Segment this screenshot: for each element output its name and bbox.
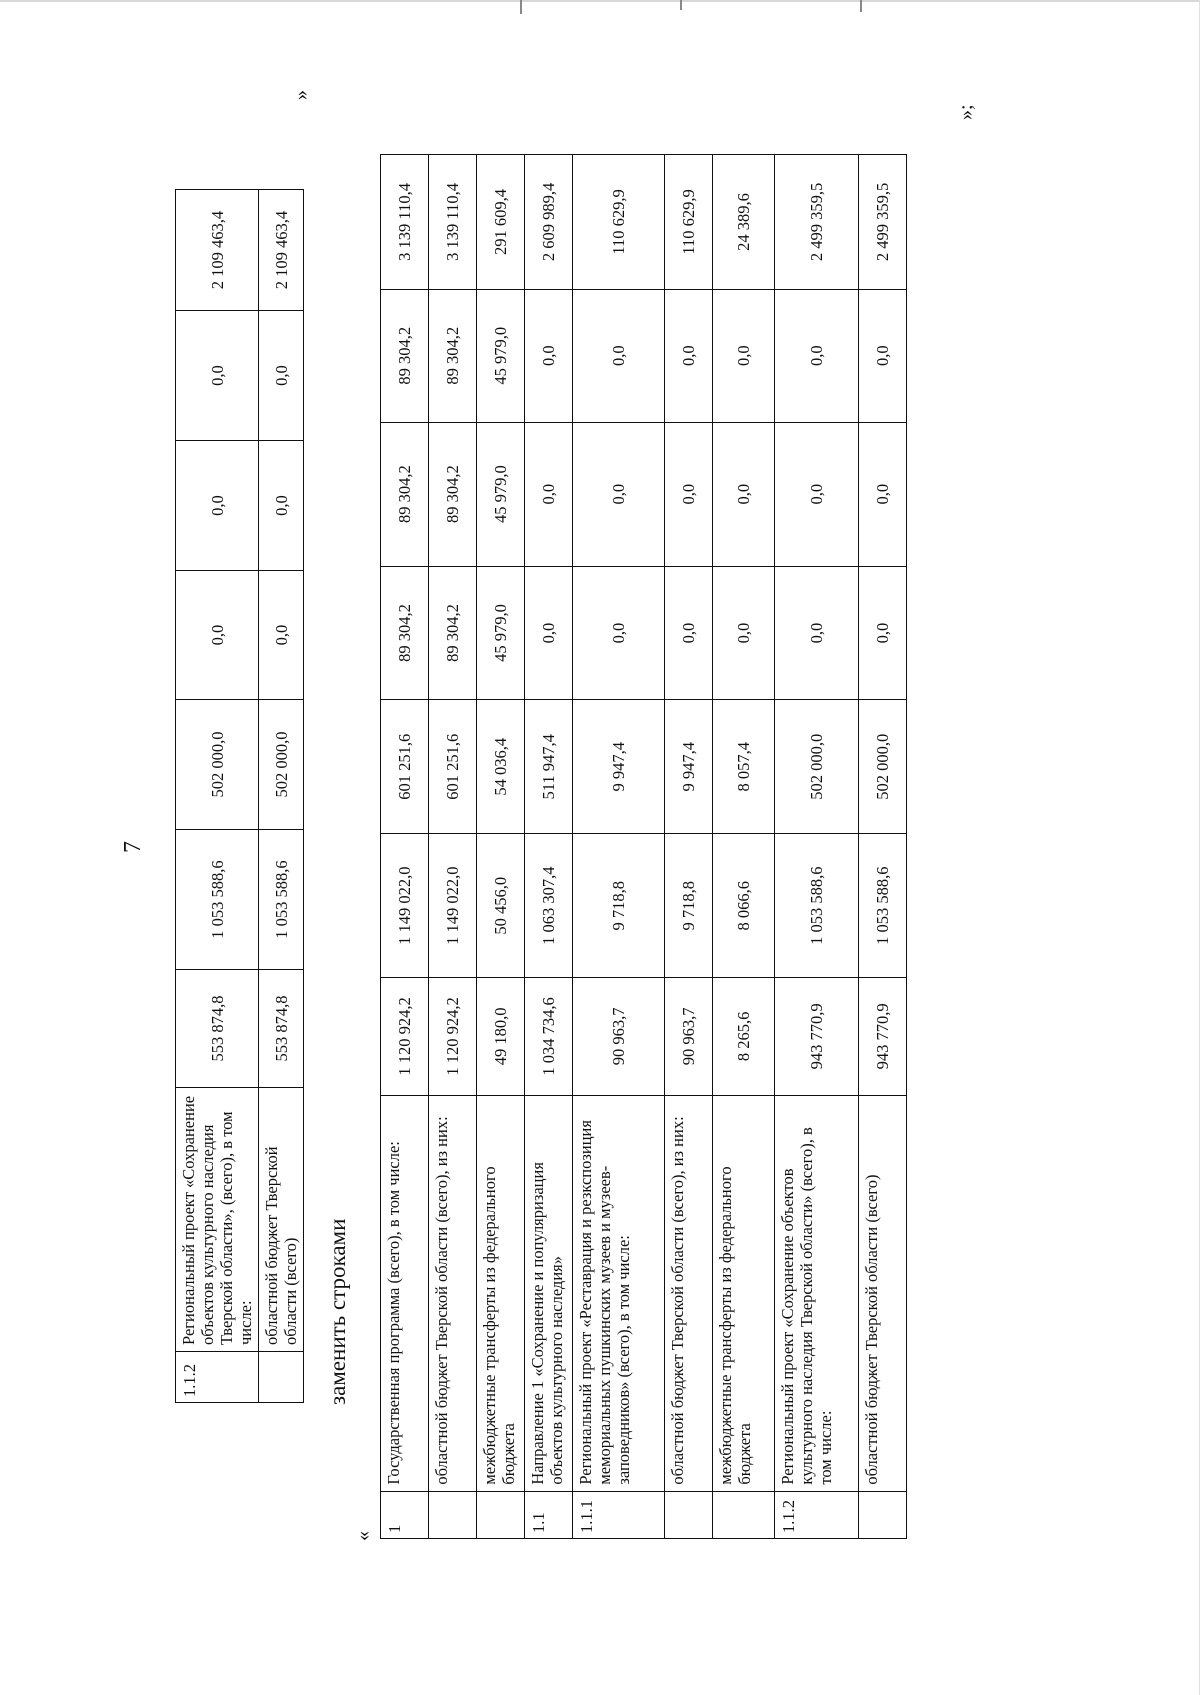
- value-cell: 90 963,7: [665, 978, 713, 1095]
- value-cell: 1 149 022,0: [429, 834, 477, 978]
- value-cell: 0,0: [259, 571, 304, 700]
- value-cell: 1 120 924,2: [381, 978, 429, 1095]
- row-total-cell: 3 139 110,4: [429, 155, 477, 290]
- value-cell: 1 034 734,6: [525, 978, 573, 1095]
- value-cell: 9 947,4: [573, 700, 665, 834]
- value-cell: 553 874,8: [176, 970, 259, 1088]
- row-name: областной бюджет Тверской области (всего), из них:: [665, 1095, 713, 1491]
- value-cell: 1 120 924,2: [429, 978, 477, 1095]
- value-cell: 511 947,4: [525, 700, 573, 834]
- value-cell: 0,0: [775, 422, 859, 566]
- value-cell: 0,0: [525, 289, 573, 422]
- table-row: [573, 155, 665, 1539]
- value-cell: 89 304,2: [429, 422, 477, 566]
- row-code: [477, 1491, 525, 1538]
- value-cell: 0,0: [775, 289, 859, 422]
- row-code: [429, 1491, 477, 1538]
- value-cell: 9 718,8: [665, 834, 713, 978]
- value-cell: 0,0: [525, 422, 573, 566]
- value-cell: 0,0: [859, 422, 907, 566]
- value-cell: 89 304,2: [429, 289, 477, 422]
- row-name: областной бюджет Тверской области (всего): [259, 1088, 304, 1352]
- value-cell: 502 000,0: [176, 700, 259, 830]
- page-number: 7: [120, 841, 146, 853]
- table-row: [859, 155, 907, 1539]
- value-cell: 0,0: [665, 566, 713, 700]
- row-name: межбюджетные трансферты из федерального бюджета: [713, 1095, 775, 1491]
- row-code: [713, 1491, 775, 1538]
- row-name: областной бюджет Тверской области (всего), из них:: [429, 1095, 477, 1491]
- value-cell: 8 265,6: [713, 978, 775, 1095]
- row-name: Региональный проект «Сохранение объектов культурного наследия Тверской области», (всего), в том числе:: [176, 1088, 259, 1352]
- value-cell: 0,0: [573, 566, 665, 700]
- value-cell: 601 251,6: [381, 700, 429, 834]
- value-cell: 0,0: [859, 566, 907, 700]
- value-cell: 0,0: [259, 441, 304, 571]
- value-cell: 54 036,4: [477, 700, 525, 834]
- row-code: [665, 1491, 713, 1538]
- value-cell: 502 000,0: [259, 700, 304, 830]
- table-row: [525, 155, 573, 1539]
- row-code: [259, 1352, 304, 1403]
- table-row: [381, 155, 429, 1539]
- value-cell: 1 149 022,0: [381, 834, 429, 978]
- value-cell: 89 304,2: [381, 566, 429, 700]
- value-cell: 0,0: [176, 311, 259, 441]
- value-cell: 0,0: [665, 289, 713, 422]
- value-cell: 50 456,0: [477, 834, 525, 978]
- budget-table-old-rows: [175, 189, 304, 1403]
- table-row: [429, 155, 477, 1539]
- table-row: [665, 155, 713, 1539]
- value-cell: 49 180,0: [477, 978, 525, 1095]
- value-cell: 0,0: [525, 566, 573, 700]
- value-cell: 8 066,6: [713, 834, 775, 978]
- value-cell: 45 979,0: [477, 289, 525, 422]
- row-name: Государственная программа (всего), в том числе:: [381, 1095, 429, 1491]
- closing-quote-main: »;: [955, 104, 977, 120]
- row-code: 1.1: [525, 1491, 573, 1538]
- row-total-cell: 2 499 359,5: [775, 155, 859, 290]
- row-code: 1: [381, 1491, 429, 1538]
- row-total-cell: 2 109 463,4: [176, 190, 259, 311]
- row-total-cell: 2 609 989,4: [525, 155, 573, 290]
- table-row: [477, 155, 525, 1539]
- value-cell: 943 770,9: [859, 978, 907, 1095]
- value-cell: 0,0: [713, 422, 775, 566]
- value-cell: 553 874,8: [259, 970, 304, 1088]
- value-cell: 45 979,0: [477, 566, 525, 700]
- value-cell: 1 053 588,6: [176, 830, 259, 970]
- row-total-cell: 2 109 463,4: [259, 190, 304, 311]
- row-total-cell: 24 389,6: [713, 155, 775, 290]
- row-name: областной бюджет Тверской области (всего): [859, 1095, 907, 1491]
- value-cell: 0,0: [573, 289, 665, 422]
- value-cell: 1 053 588,6: [775, 834, 859, 978]
- table-row: [775, 155, 859, 1539]
- row-code: [859, 1491, 907, 1538]
- row-total-cell: 110 629,9: [573, 155, 665, 290]
- row-name: Региональный проект «Сохранение объектов культурного наследия Тверской области» (всего), в том числе:: [775, 1095, 859, 1491]
- value-cell: 0,0: [859, 289, 907, 422]
- value-cell: 502 000,0: [775, 700, 859, 834]
- table-row: [176, 190, 259, 1403]
- value-cell: 0,0: [259, 311, 304, 441]
- row-total-cell: 3 139 110,4: [381, 155, 429, 290]
- value-cell: 943 770,9: [775, 978, 859, 1095]
- budget-table-new-rows: [380, 154, 907, 1539]
- row-total-cell: 2 499 359,5: [859, 155, 907, 290]
- value-cell: 0,0: [665, 422, 713, 566]
- value-cell: 0,0: [713, 566, 775, 700]
- table-row: [259, 190, 304, 1403]
- value-cell: 0,0: [176, 571, 259, 700]
- closing-quote-top: »: [290, 90, 312, 100]
- replace-heading: заменить строками: [325, 1218, 350, 1405]
- value-cell: 9 718,8: [573, 834, 665, 978]
- row-name: межбюджетные трансферты из федерального бюджета: [477, 1095, 525, 1491]
- value-cell: 0,0: [775, 566, 859, 700]
- opening-quote: «: [352, 1531, 374, 1541]
- value-cell: 45 979,0: [477, 422, 525, 566]
- value-cell: 89 304,2: [429, 566, 477, 700]
- value-cell: 1 053 588,6: [259, 830, 304, 970]
- value-cell: 90 963,7: [573, 978, 665, 1095]
- row-name: Региональный проект «Реставрация и резкспозиция мемориальных пушкинских музеев и музеев-заповедников» (всего), в том числе:: [573, 1095, 665, 1491]
- value-cell: 1 053 588,6: [859, 834, 907, 978]
- value-cell: 601 251,6: [429, 700, 477, 834]
- value-cell: 0,0: [713, 289, 775, 422]
- value-cell: 0,0: [573, 422, 665, 566]
- row-code: 1.1.1: [573, 1491, 665, 1538]
- value-cell: 0,0: [176, 441, 259, 571]
- value-cell: 89 304,2: [381, 422, 429, 566]
- row-code: 1.1.2: [775, 1491, 859, 1538]
- row-total-cell: 110 629,9: [665, 155, 713, 290]
- value-cell: 502 000,0: [859, 700, 907, 834]
- value-cell: 8 057,4: [713, 700, 775, 834]
- row-total-cell: 291 609,4: [477, 155, 525, 290]
- value-cell: 89 304,2: [381, 289, 429, 422]
- row-name: Направление 1 «Сохранение и популяризация объектов культурного наследия»: [525, 1095, 573, 1491]
- table-row: [713, 155, 775, 1539]
- value-cell: 9 947,4: [665, 700, 713, 834]
- row-code: 1.1.2: [176, 1352, 259, 1403]
- value-cell: 1 063 307,4: [525, 834, 573, 978]
